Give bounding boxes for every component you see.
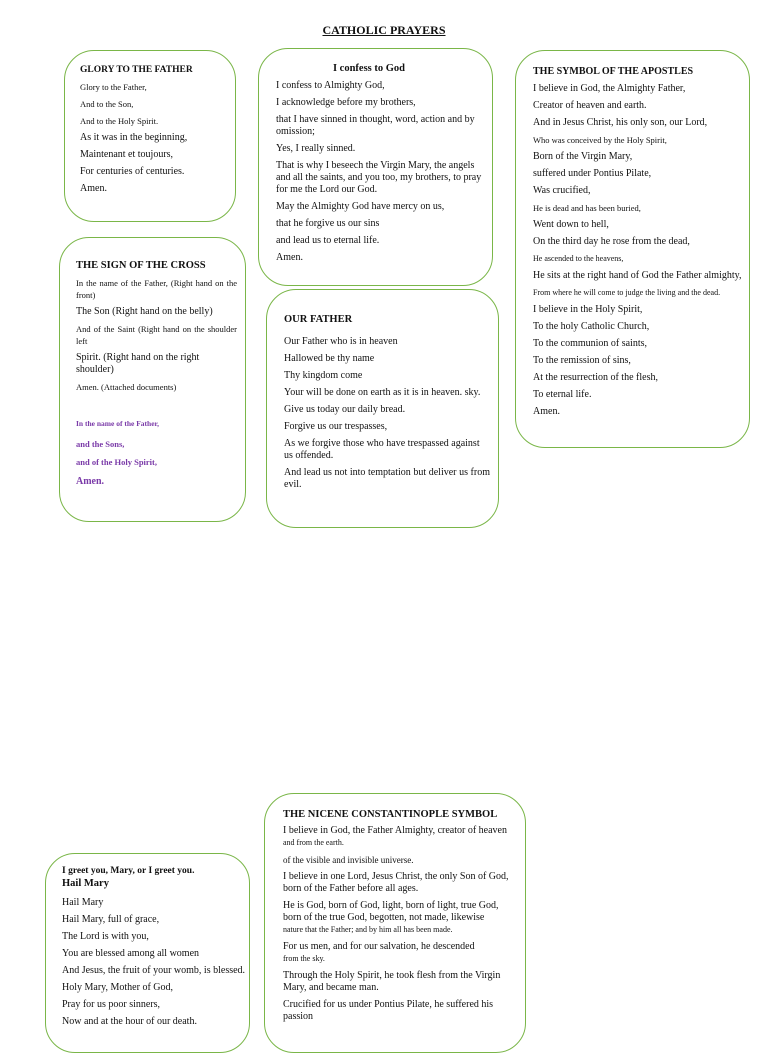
glory-line: Amen. (80, 183, 107, 194)
apostles-line: To the communion of saints, (533, 338, 648, 349)
confess-line: that he forgive us our sins (276, 218, 380, 229)
nicene-line: from the sky. (283, 954, 325, 963)
cross-title: THE SIGN OF THE CROSS (76, 260, 206, 271)
hailmary-line: Now and at the hour of our death. (62, 1016, 197, 1027)
apostles-line: He is dead and has been buried, (533, 203, 641, 213)
glory-line: As it was in the beginning, (80, 132, 188, 143)
confess-line: Amen. (276, 252, 303, 263)
hailmary-line: Hail Mary (62, 897, 104, 908)
confess-line: I acknowledge before my brothers, (276, 97, 416, 108)
ourfather-line: And lead us not into temptation but deliver us from evil. (284, 467, 490, 490)
apostles-line: I believe in the Holy Spirit, (533, 304, 643, 315)
hailmary-line: Hail Mary, full of grace, (62, 914, 160, 925)
confess-line: May the Almighty God have mercy on us, (276, 201, 445, 212)
hailmary-line: Pray for us poor sinners, (62, 999, 161, 1010)
nicene-line: of the visible and invisible universe. (283, 855, 414, 865)
nicene-line: He is God, born of God, light, born of light, true God, born of the true God, begotten, not made, likewise (283, 900, 499, 923)
confess-line: That is why I beseech the Virgin Mary, the angels and all the saints, and you too, my brothers, to pray for me the Lord our God. (276, 160, 482, 195)
nicene-line: and from the earth. (283, 838, 344, 847)
apostles-line: From where he will come to judge the living and the dead. (533, 288, 721, 297)
cross-line: In the name of the Father, (Right hand on the front) (76, 278, 237, 300)
hailmary-line: And Jesus, the fruit of your womb, is blessed. (62, 965, 246, 976)
apostles-line: I believe in God, the Almighty Father, (533, 83, 686, 94)
apostles-line: He ascended to the heavens, (533, 254, 624, 263)
ourfather-title: OUR FATHER (284, 314, 353, 325)
cross-purple-line: In the name of the Father, (76, 419, 160, 428)
glory-line: And to the Holy Spirit. (80, 116, 159, 126)
nicene-line: Crucified for us under Pontius Pilate, he suffered his passion (283, 999, 494, 1022)
cross-purple-line: Amen. (76, 476, 105, 487)
apostles-line: To the remission of sins, (533, 355, 631, 366)
hailmary-line: The Lord is with you, (62, 931, 149, 942)
ourfather-line: Your will be done on earth as it is in heaven. sky. (284, 387, 481, 398)
ourfather-line: Thy kingdom come (284, 370, 363, 381)
apostles-line: On the third day he rose from the dead, (533, 236, 690, 247)
apostles-line: Was crucified, (533, 185, 591, 196)
apostles-line: To the holy Catholic Church, (533, 321, 650, 332)
ourfather-line: Hallowed be thy name (284, 353, 375, 364)
glory-line: Maintenant et toujours, (80, 149, 174, 160)
ourfather-line: Forgive us our trespasses, (284, 421, 388, 432)
glory-title: GLORY TO THE FATHER (80, 65, 193, 75)
i-confess-box (258, 48, 493, 286)
apostles-title: THE SYMBOL OF THE APOSTLES (533, 66, 694, 77)
apostles-line: At the resurrection of the flesh, (533, 372, 658, 383)
apostles-line: Born of the Virgin Mary, (533, 151, 633, 162)
hail-mary-box (45, 853, 250, 1053)
nicene-line: I believe in God, the Father Almighty, creator of heaven (283, 825, 507, 836)
glory-line: For centuries of centuries. (80, 166, 185, 177)
apostles-creed-box (515, 50, 750, 448)
apostles-line: Amen. (533, 406, 560, 417)
sign-of-the-cross-box (59, 237, 246, 522)
hailmary-title: Hail Mary (62, 878, 109, 889)
nicene-line: nature that the Father; and by him all has been made. (283, 925, 453, 934)
cross-line: Spirit. (Right hand on the right shoulder) (76, 352, 200, 375)
cross-purple-line: and of the Holy Spirit, (76, 457, 157, 467)
apostles-line: Creator of heaven and earth. (533, 100, 647, 111)
apostles-line: suffered under Pontius Pilate, (533, 168, 652, 179)
nicene-line: For us men, and for our salvation, he descended (283, 941, 475, 952)
nicene-creed-box (264, 793, 526, 1053)
glory-to-the-father-box (64, 50, 236, 222)
hailmary-subtitle: I greet you, Mary, or I greet you. (62, 866, 195, 876)
hailmary-line: You are blessed among all women (62, 948, 200, 959)
confess-line: I confess to Almighty God, (276, 80, 385, 91)
ourfather-line: As we forgive those who have trespassed against us offended. (284, 438, 480, 461)
glory-line: Glory to the Father, (80, 82, 147, 92)
nicene-title: THE NICENE CONSTANTINOPLE SYMBOL (283, 809, 498, 820)
confess-title: I confess to God (332, 63, 406, 74)
ourfather-line: Our Father who is in heaven (284, 336, 398, 347)
apostles-line: To eternal life. (533, 389, 592, 400)
cross-line: The Son (Right hand on the belly) (76, 306, 213, 317)
hailmary-line: Holy Mary, Mother of God, (62, 982, 174, 993)
confess-line: that I have sinned in thought, word, action and by omission; (276, 114, 475, 137)
apostles-line: And in Jesus Christ, his only son, our Lord, (533, 117, 708, 128)
our-father-box (266, 289, 499, 528)
apostles-line: He sits at the right hand of God the Father almighty, (533, 270, 742, 281)
page-title: CATHOLIC PRAYERS (322, 23, 446, 37)
confess-line: Yes, I really sinned. (276, 143, 356, 154)
apostles-line: Went down to hell, (533, 219, 609, 230)
apostles-line: Who was conceived by the Holy Spirit, (533, 135, 667, 145)
cross-purple-line: and the Sons, (76, 439, 125, 449)
cross-line: And of the Saint (Right hand on the shoulder left (76, 324, 237, 346)
nicene-line: I believe in one Lord, Jesus Christ, the only Son of God, born of the Father before all ages. (283, 871, 509, 894)
glory-line: And to the Son, (80, 99, 134, 109)
nicene-line: Through the Holy Spirit, he took flesh from the Virgin Mary, and became man. (283, 970, 501, 993)
cross-line: Amen. (Attached documents) (76, 382, 177, 392)
confess-line: and lead us to eternal life. (276, 235, 380, 246)
ourfather-line: Give us today our daily bread. (284, 404, 406, 415)
